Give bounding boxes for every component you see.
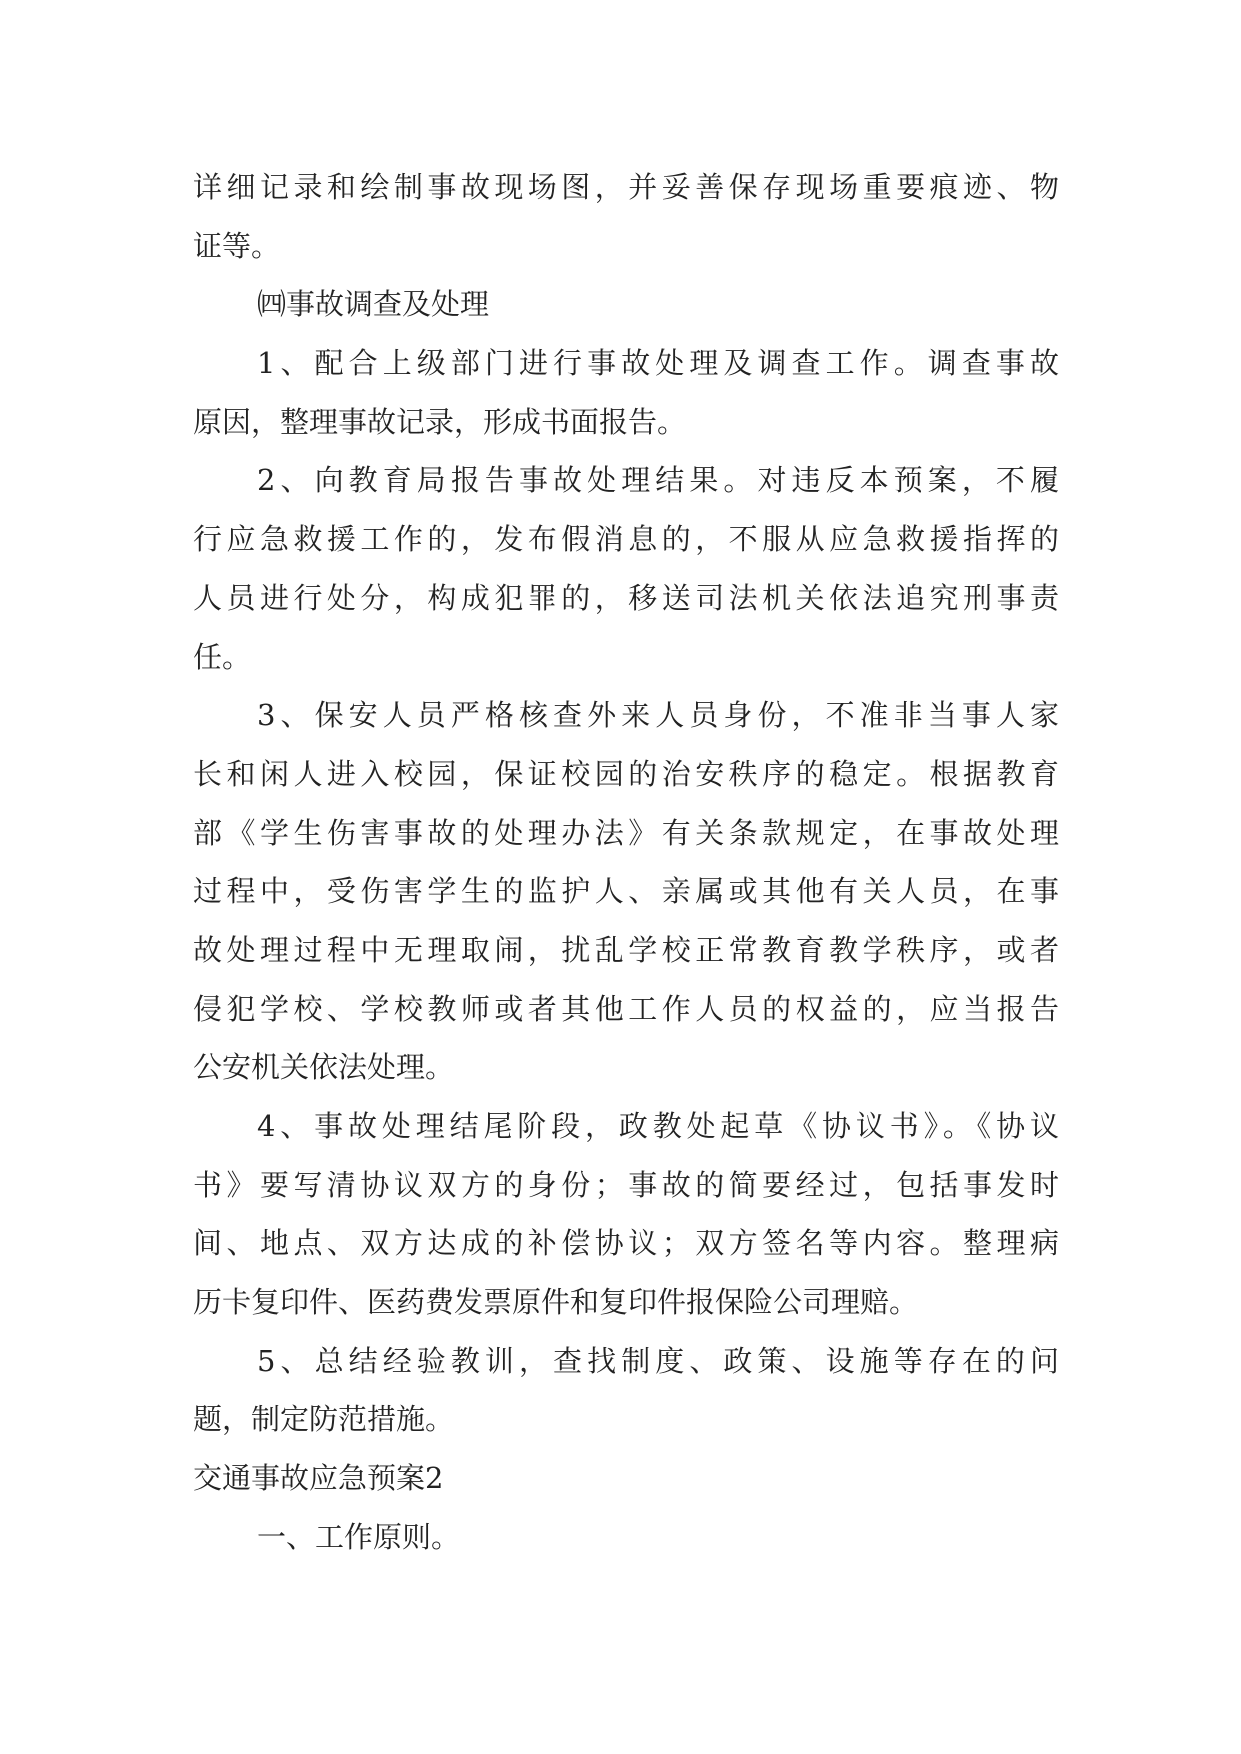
text-line: ㈣事故调查及处理 (257, 287, 490, 322)
text-line: 过程中，受伤害学生的监护人、亲属或其他有关人员，在事 (193, 874, 1059, 909)
section-heading: 交通事故应急预案2 (193, 1461, 444, 1496)
text-line: 题，制定防范措施。 (193, 1402, 455, 1437)
text-line: 部《学生伤害事故的处理办法》有关条款规定，在事故处理 (193, 815, 1059, 850)
text-line: 详细记录和绘制事故现场图，并妥善保存现场重要痕迹、物 (193, 170, 1059, 204)
text-line: 1、配合上级部门进行事故处理及调查工作。调查事故 (257, 346, 1059, 381)
text-line: 行应急救援工作的，发布假消息的，不服从应急救援指挥的 (193, 522, 1059, 557)
document-page (193, 158, 1059, 1567)
text-line: 人员进行处分，构成犯罪的，移送司法机关依法追究刑事责 (193, 580, 1059, 615)
text-line: 3、保安人员严格核查外来人员身份，不准非当事人家 (257, 698, 1059, 733)
text-line: 任。 (193, 639, 252, 674)
text-line: 书》要写清协议双方的身份；事故的简要经过，包括事发时 (193, 1167, 1059, 1202)
text-line: 2、向教育局报告事故处理结果。对违反本预案，不履 (257, 463, 1059, 498)
text-line: 公安机关依法处理。 (193, 1050, 455, 1085)
text-line: 5、总结经验教训，查找制度、政策、设施等存在的问 (257, 1343, 1059, 1378)
text-line: 长和闲人进入校园，保证校园的治安秩序的稳定。根据教育 (193, 756, 1059, 791)
text-line: 侵犯学校、学校教师或者其他工作人员的权益的，应当报告 (193, 991, 1059, 1026)
text-line: 4、事故处理结尾阶段，政教处起草《协议书》。《协议 (257, 1109, 1059, 1143)
text-line: 历卡复印件、医药费发票原件和复印件报保险公司理赔。 (193, 1285, 919, 1320)
text-line: 一、工作原则。 (257, 1519, 461, 1554)
text-line: 证等。 (193, 228, 281, 263)
text-line: 故处理过程中无理取闹，扰乱学校正常教育教学秩序，或者 (193, 932, 1059, 967)
text-line: 间、地点、双方达成的补偿协议；双方签名等内容。整理病 (193, 1226, 1059, 1261)
text-line: 原因，整理事故记录，形成书面报告。 (193, 404, 687, 439)
